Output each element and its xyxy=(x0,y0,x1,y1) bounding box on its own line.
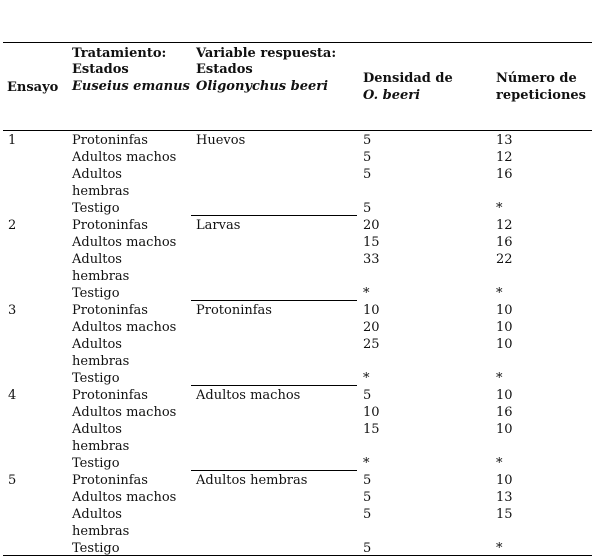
ensayo-number: 2 xyxy=(8,218,17,233)
header-variable-line2: Estados xyxy=(196,62,253,77)
table-header-rule xyxy=(3,130,592,131)
repeticiones-value: * xyxy=(496,201,503,216)
group-separator-rule xyxy=(191,470,357,471)
repeticiones-value: 22 xyxy=(496,252,513,267)
repeticiones-value: 16 xyxy=(496,405,513,420)
densidad-value: 20 xyxy=(363,218,380,233)
densidad-value: 10 xyxy=(363,303,380,318)
repeticiones-value: 10 xyxy=(496,320,513,335)
tratamiento-label: Testigo xyxy=(72,201,120,216)
tratamiento-label: Protoninfas xyxy=(72,473,148,488)
header-ensayo: Ensayo xyxy=(7,80,59,95)
tratamiento-label: Adultos machos xyxy=(72,150,177,165)
densidad-value: 5 xyxy=(363,541,372,556)
header-numero-line2: repeticiones xyxy=(496,88,586,103)
ensayo-number: 4 xyxy=(8,388,17,403)
header-variable-line1: Variable respuesta: xyxy=(196,46,337,61)
tratamiento-label: Protoninfas xyxy=(72,133,148,148)
repeticiones-value: 13 xyxy=(496,133,513,148)
densidad-value: 25 xyxy=(363,337,380,352)
variable-estado: Adultos hembras xyxy=(196,473,308,488)
group-separator-rule xyxy=(191,385,357,386)
variable-estado: Larvas xyxy=(196,218,241,233)
tratamiento-label: Protoninfas xyxy=(72,218,148,233)
tratamiento-label: Adultos machos xyxy=(72,405,177,420)
group-separator-rule xyxy=(191,300,357,301)
densidad-value: 5 xyxy=(363,150,372,165)
repeticiones-value: * xyxy=(496,541,503,556)
header-densidad-line1: Densidad de xyxy=(363,71,453,86)
tratamiento-label: Testigo xyxy=(72,456,120,471)
ensayo-number: 1 xyxy=(8,133,17,148)
tratamiento-label: hembras xyxy=(72,439,130,454)
tratamiento-label: Testigo xyxy=(72,541,120,556)
densidad-value: 10 xyxy=(363,405,380,420)
tratamiento-label: hembras xyxy=(72,354,130,369)
tratamiento-label: Protoninfas xyxy=(72,303,148,318)
ensayo-number: 5 xyxy=(8,473,17,488)
repeticiones-value: 16 xyxy=(496,235,513,250)
densidad-value: 5 xyxy=(363,507,372,522)
repeticiones-value: 12 xyxy=(496,218,513,233)
table-top-rule xyxy=(3,42,592,43)
variable-estado: Protoninfas xyxy=(196,303,272,318)
repeticiones-value: 10 xyxy=(496,473,513,488)
densidad-value: * xyxy=(363,456,370,471)
tratamiento-label: hembras xyxy=(72,524,130,539)
variable-estado: Huevos xyxy=(196,133,246,148)
variable-estado: Adultos machos xyxy=(196,388,301,403)
tratamiento-label: Adultos xyxy=(72,337,122,352)
header-tratamiento-line1: Tratamiento: xyxy=(72,46,167,61)
tratamiento-label: Adultos xyxy=(72,167,122,182)
repeticiones-value: 16 xyxy=(496,167,513,182)
densidad-value: 5 xyxy=(363,490,372,505)
densidad-value: 5 xyxy=(363,201,372,216)
repeticiones-value: 10 xyxy=(496,337,513,352)
tratamiento-label: Protoninfas xyxy=(72,388,148,403)
tratamiento-label: hembras xyxy=(72,184,130,199)
densidad-value: * xyxy=(363,286,370,301)
densidad-value: * xyxy=(363,371,370,386)
repeticiones-value: * xyxy=(496,456,503,471)
repeticiones-value: 10 xyxy=(496,303,513,318)
header-densidad-species: O. beeri xyxy=(363,88,421,103)
densidad-value: 15 xyxy=(363,422,380,437)
repeticiones-value: 15 xyxy=(496,507,513,522)
tratamiento-label: Adultos xyxy=(72,507,122,522)
tratamiento-label: Testigo xyxy=(72,286,120,301)
header-tratamiento-line2: Estados xyxy=(72,62,129,77)
repeticiones-value: 10 xyxy=(496,422,513,437)
tratamiento-label: hembras xyxy=(72,269,130,284)
repeticiones-value: 10 xyxy=(496,388,513,403)
densidad-value: 5 xyxy=(363,388,372,403)
densidad-value: 20 xyxy=(363,320,380,335)
header-tratamiento-species: Euseius emanus xyxy=(72,79,190,94)
header-variable-species: Oligonychus beeri xyxy=(196,79,329,94)
tratamiento-label: Adultos machos xyxy=(72,235,177,250)
tratamiento-label: Adultos xyxy=(72,422,122,437)
tratamiento-label: Adultos machos xyxy=(72,320,177,335)
repeticiones-value: * xyxy=(496,371,503,386)
header-numero-line1: Número de xyxy=(496,71,577,86)
group-separator-rule xyxy=(191,215,357,216)
repeticiones-value: 13 xyxy=(496,490,513,505)
densidad-value: 15 xyxy=(363,235,380,250)
ensayo-number: 3 xyxy=(8,303,17,318)
densidad-value: 5 xyxy=(363,167,372,182)
repeticiones-value: * xyxy=(496,286,503,301)
densidad-value: 33 xyxy=(363,252,380,267)
densidad-value: 5 xyxy=(363,473,372,488)
tratamiento-label: Testigo xyxy=(72,371,120,386)
tratamiento-label: Adultos xyxy=(72,252,122,267)
repeticiones-value: 12 xyxy=(496,150,513,165)
tratamiento-label: Adultos machos xyxy=(72,490,177,505)
densidad-value: 5 xyxy=(363,133,372,148)
